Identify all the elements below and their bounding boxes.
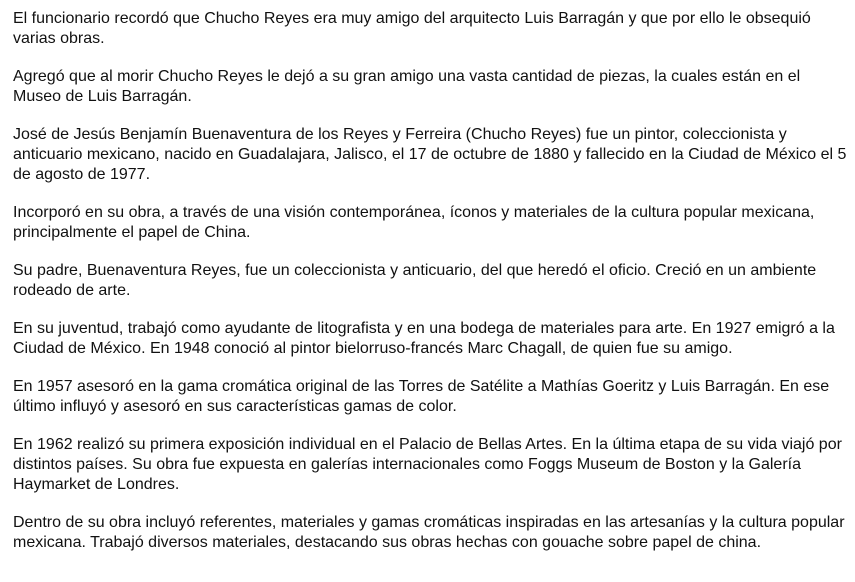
paragraph-5: Su padre, Buenaventura Reyes, fue un coleccionista y anticuario, del que heredó el oficio. Creció en un ambiente rodeado de arte.	[13, 262, 817, 299]
paragraph-8: En 1962 realizó su primera exposición individual en el Palacio de Bellas Artes. En la última etapa de su vida viajó por distintos países. Su obra fue expuesta en galerías internacionales como Foggs Museum de Boston y la Galería Haymarket de Londres.	[13, 436, 842, 493]
paragraph-4: Incorporó en su obra, a través de una visión contemporánea, íconos y materiales de la cultura popular mexicana, principalmente el papel de China.	[13, 204, 815, 241]
article-body	[13, 9, 847, 553]
paragraph-2: Agregó que al morir Chucho Reyes le dejó a su gran amigo una vasta cantidad de piezas, la cuales están en el Museo de Luis Barragán.	[13, 68, 801, 105]
paragraph-1: El funcionario recordó que Chucho Reyes era muy amigo del arquitecto Luis Barragán y que por ello le obsequió varias obras.	[13, 10, 811, 47]
paragraph-7: En 1957 asesoró en la gama cromática original de las Torres de Satélite a Mathías Goeritz y Luis Barragán. En ese último influyó y asesoró en sus características gamas de color.	[13, 378, 830, 415]
paragraph-3: José de Jesús Benjamín Buenaventura de los Reyes y Ferreira (Chucho Reyes) fue un pintor, coleccionista y anticuario mexicano, nacido en Guadalajara, Jalisco, el 17 de octubre de 1880 y fallecido en la Ciudad de México el 5 de agosto de 1977.	[13, 126, 847, 183]
paragraph-9: Dentro de su obra incluyó referentes, materiales y gamas cromáticas inspiradas en las artesanías y la cultura popular mexicana. Trabajó diversos materiales, destacando sus obras hechas con gouache sobre papel de china.	[13, 514, 845, 551]
paragraph-6: En su juventud, trabajó como ayudante de litografista y en una bodega de materiales para arte. En 1927 emigró a la Ciudad de México. En 1948 conoció al pintor bielorruso-francés Marc Chagall, de quien fue su amigo.	[13, 320, 835, 357]
